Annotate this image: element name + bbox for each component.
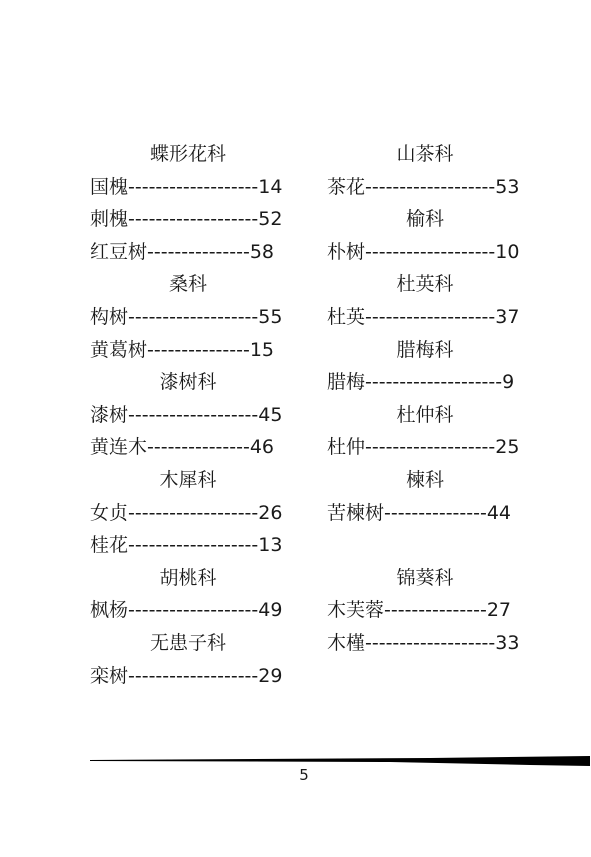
family-heading: 桑科: [168, 273, 207, 296]
toc-entry: 腊梅--------------------9: [327, 371, 515, 394]
toc-entry: 桂花-------------------13: [90, 534, 283, 557]
toc-entry: 女贞-------------------26: [90, 501, 283, 524]
toc-entry: 枫杨-------------------49: [90, 599, 283, 622]
page-number: 5: [299, 766, 309, 784]
family-heading: 榆科: [405, 208, 444, 231]
toc-entry: 刺槐-------------------52: [90, 208, 283, 231]
family-heading: 杜英科: [396, 273, 454, 296]
toc-right-column: [327, 138, 523, 660]
family-heading: 胡桃科: [159, 566, 217, 589]
toc-entry: 苦楝树---------------44: [327, 501, 512, 524]
family-heading: 楝科: [405, 468, 444, 491]
family-heading: 木犀科: [159, 468, 217, 491]
toc-entry: 木芙蓉---------------27: [327, 599, 512, 622]
toc-entry: 茶花-------------------53: [327, 175, 520, 198]
toc-entry: 栾树-------------------29: [90, 664, 283, 687]
toc-entry: 杜英-------------------37: [327, 305, 520, 328]
blank-row: [327, 529, 523, 562]
toc-entry: 红豆树---------------58: [90, 240, 275, 263]
toc-entry: 朴树-------------------10: [327, 240, 520, 263]
toc-entry: 构树-------------------55: [90, 305, 283, 328]
family-heading: 蝶形花科: [149, 143, 226, 165]
family-heading: 漆树科: [159, 371, 217, 394]
toc-entry: 漆树-------------------45: [90, 403, 283, 426]
family-heading: 无患子科: [149, 631, 226, 654]
toc-entry: 木槿-------------------33: [327, 631, 520, 654]
toc-entry: 国槐-------------------14: [90, 175, 283, 198]
family-heading: 腊梅科: [396, 338, 454, 361]
toc-entry: 黄葛树---------------15: [90, 338, 275, 361]
toc-entry: 黄连木---------------46: [90, 436, 275, 459]
toc-entry: 杜仲-------------------25: [327, 436, 520, 459]
family-heading: 杜仲科: [396, 403, 454, 426]
toc-left-column: [90, 138, 286, 692]
family-heading: 锦葵科: [396, 566, 454, 589]
family-heading: 山茶科: [396, 143, 454, 165]
